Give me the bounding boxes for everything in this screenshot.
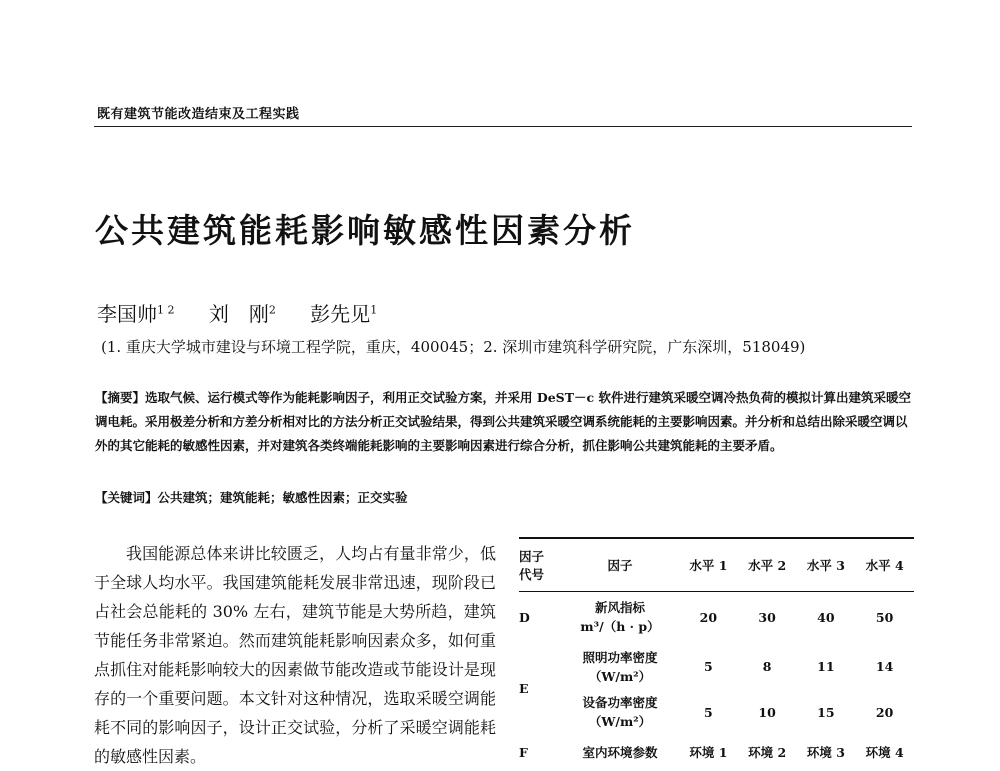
keywords [95, 488, 408, 506]
table-header-row [519, 538, 914, 591]
cell-value: 20 [875, 704, 894, 720]
cell-value: 5 [704, 659, 713, 674]
header-code: 因子 代号 [519, 548, 545, 582]
cell-value: 20 [699, 609, 718, 625]
header-rule [94, 126, 912, 127]
abstract [95, 386, 913, 458]
header-level: 水平 3 [806, 557, 845, 573]
header-level: 水平 2 [748, 557, 787, 573]
abstract-label: 【摘要】 [95, 390, 146, 405]
author: 刘 刚$^2$ [208, 302, 276, 326]
cell-factor: 照明功率密度 （W/m²） [582, 649, 658, 684]
table-row [519, 690, 914, 734]
cell-value: 环境 2 [748, 745, 787, 760]
abstract-text: 选取气候、运行模式等作为能耗影响因子，利用正交试验方案，并采用 DeST－c 软件进行建筑采暖空调冷热负荷的模拟计算出建筑采暖空调电耗。采用极差分析和方差分析相对比的方法分析正交试验结果，得到公共建筑采暖空调系统能耗的主要影响因素。并分析和总结出除采暖空调以外的其它能耗的敏感性因素，并对建筑各类终端能耗影响的主要影响因素进行综合分析，抓住影响公共建筑能耗的主要矛盾。 [95, 390, 911, 453]
table-row [519, 591, 914, 643]
cell-value: 50 [875, 609, 894, 625]
cell-factor: 设备功率密度 （W/m²） [582, 695, 658, 729]
cell-value: 11 [817, 659, 835, 674]
header-level: 水平 4 [865, 557, 904, 573]
cell-value: 环境 4 [865, 745, 904, 760]
keywords-text: 公共建筑；建筑能耗；敏感性因素；正交实验 [157, 490, 408, 505]
cell-value: 15 [817, 704, 835, 720]
cell-value: 10 [758, 704, 776, 720]
table-row [519, 643, 914, 690]
table-row [519, 734, 914, 770]
running-head: 既有建筑节能改造结束及工程实践 [97, 107, 300, 122]
body-paragraph: 我国能源总体来讲比较匮乏，人均占有量非常少，低于全球人均水平。我国建筑能耗发展非常迅速，现阶段已占社会总能耗的 30% 左右，建筑节能是大势所趋，建筑节能任务非常紧迫。然而建筑能耗影响因素众多，如何重点抓住对能耗影响较大的因素做节能改造或节能设计是现存的一个重要问题。本文针对这种情况，选取采暖空调能耗不同的影响因子，设计正交试验，分析了采暖空调能耗的敏感性因素。 [94, 544, 496, 766]
author: 彭先见$^1$ [310, 302, 378, 326]
cell-value: 30 [758, 609, 776, 625]
header-level: 水平 1 [689, 557, 728, 573]
affiliation: (1. 重庆大学城市建设与环境工程学院，重庆，400045；2. 深圳市建筑科学研究院，广东深圳，518049) [101, 338, 806, 356]
cell-code: D [519, 609, 530, 625]
article-title: 公共建筑能耗影响敏感性因素分析 [95, 211, 635, 250]
cell-value: 5 [704, 704, 713, 720]
cell-code: F [519, 744, 528, 760]
cell-value: 14 [875, 659, 894, 674]
author: 李国帅$^{1 2}$ [97, 302, 175, 326]
author-list [97, 298, 405, 327]
header-factor: 因子 [607, 557, 633, 573]
cell-factor: 新风指标 m³/（h · p） [580, 600, 660, 635]
cell-value: 环境 1 [689, 745, 728, 760]
cell-value: 环境 3 [806, 745, 845, 760]
factor-table [519, 537, 914, 770]
cell-factor: 室内环境参数 [582, 745, 658, 760]
keywords-label: 【关键词】 [95, 490, 158, 505]
cell-value: 40 [817, 609, 835, 625]
cell-value: 8 [762, 659, 772, 674]
cell-code: E [519, 681, 529, 696]
